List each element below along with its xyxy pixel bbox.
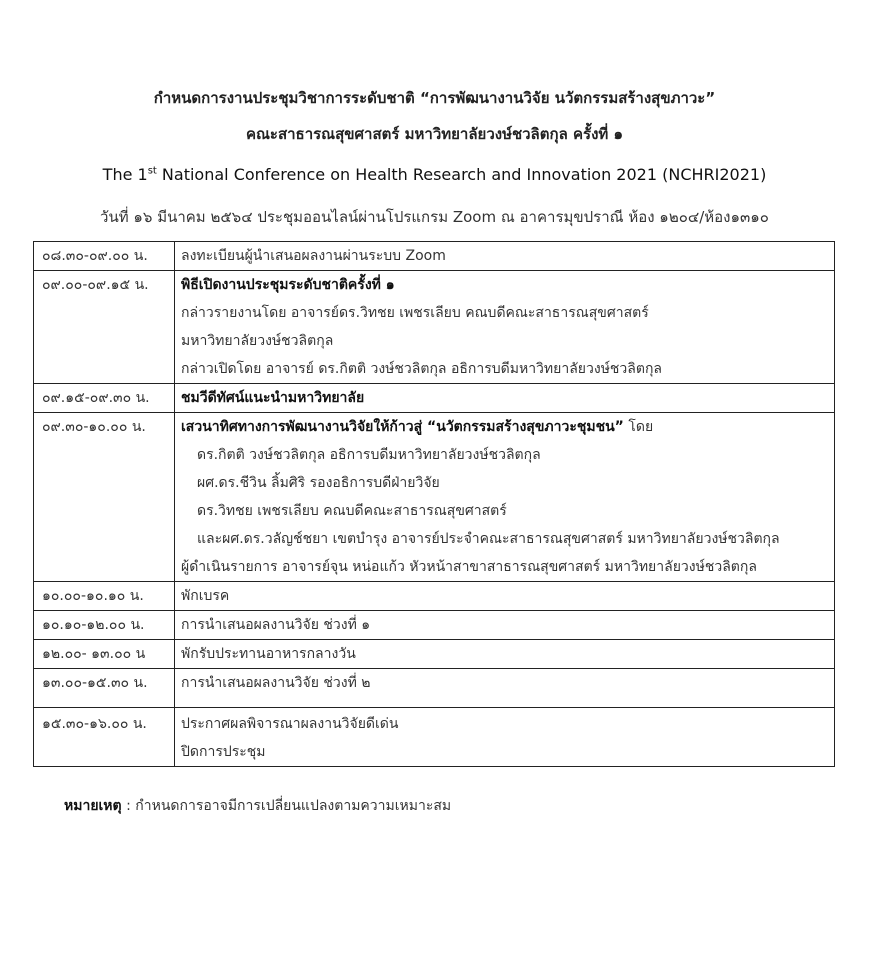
desc-line: ลงทะเบียนผู้นำเสนอผลงานผ่านระบบ Zoom	[181, 248, 446, 264]
panel-by: โดย	[628, 419, 654, 435]
desc-cell	[175, 640, 835, 669]
time-cell: ๐๙.๓๐-๑๐.๐๐ น.	[34, 413, 175, 582]
title-english-pre: The 1	[102, 165, 148, 184]
title-english-sup: st	[147, 165, 157, 177]
desc-line: การนำเสนอผลงานวิจัย ช่วงที่ ๑	[181, 617, 371, 633]
desc-line: และผศ.ดร.วลัญช์ชยา เขตบำรุง อาจารย์ประจำคณะสาธารณสุขศาสตร์ มหาวิทยาลัยวงษ์ชวลิตกุล	[197, 531, 780, 547]
time-cell: ๐๘.๓๐-๐๙.๐๐ น.	[34, 242, 175, 271]
schedule-row	[34, 640, 835, 669]
time-cell: ๐๙.๑๕-๐๙.๓๐ น.	[34, 384, 175, 413]
panel-title: เสวนาทิศทางการพัฒนางานวิจัยให้ก้าวสู่ “นวัตกรรมสร้างสุขภาวะชุมชน”	[181, 419, 624, 435]
desc-line: ชมวีดีทัศน์แนะนำมหาวิทยาลัย	[181, 390, 365, 406]
subtitle-faculty: คณะสาธารณสุขศาสตร์ มหาวิทยาลัยวงษ์ชวลิตกุล ครั้งที่ ๑	[245, 125, 624, 143]
desc-line: พิธีเปิดงานประชุมระดับชาติครั้งที่ ๑	[181, 277, 395, 293]
desc-cell	[175, 708, 835, 767]
desc-line: ประกาศผลพิจารณาผลงานวิจัยดีเด่น	[181, 716, 399, 732]
desc-cell	[175, 582, 835, 611]
schedule-row	[34, 582, 835, 611]
time-cell: ๑๓.๐๐-๑๕.๓๐ น.	[34, 669, 175, 708]
remark-label: หมายเหตุ	[64, 798, 122, 814]
schedule-row	[34, 271, 835, 384]
desc-line: ดร.วิทชย เพชรเลียบ คณบดีคณะสาธารณสุขศาสตร์	[197, 503, 507, 519]
time-cell: ๑๐.๐๐-๑๐.๑๐ น.	[34, 582, 175, 611]
time-cell: ๑๐.๑๐-๑๒.๐๐ น.	[34, 611, 175, 640]
title-english	[0, 165, 869, 184]
time-cell: ๑๒.๐๐- ๑๓.๐๐ น	[34, 640, 175, 669]
desc-cell	[175, 384, 835, 413]
schedule-row	[34, 708, 835, 767]
remark	[64, 795, 451, 817]
time-cell: ๑๕.๓๐-๑๖.๐๐ น.	[34, 708, 175, 767]
desc-cell	[175, 271, 835, 384]
desc-cell	[175, 669, 835, 708]
schedule-row	[34, 413, 835, 582]
desc-line: ผศ.ดร.ชีวิน ลิ้มศิริ รองอธิการบดีฝ่ายวิจัย	[197, 475, 440, 491]
desc-line	[181, 413, 828, 441]
desc-line: ผู้ดำเนินรายการ อาจารย์จุน หน่อแก้ว หัวหน้าสาขาสาธารณสุขศาสตร์ มหาวิทยาลัยวงษ์ชวลิตกุล	[181, 559, 757, 575]
schedule-row	[34, 611, 835, 640]
remark-text: : กำหนดการอาจมีการเปลี่ยนแปลงตามความเหมาะสม	[121, 798, 452, 814]
desc-cell	[175, 611, 835, 640]
desc-line: ปิดการประชุม	[181, 744, 266, 760]
schedule-row	[34, 669, 835, 708]
desc-line: การนำเสนอผลงานวิจัย ช่วงที่ ๒	[181, 675, 371, 691]
desc-cell	[175, 242, 835, 271]
desc-line: มหาวิทยาลัยวงษ์ชวลิตกุล	[181, 333, 334, 349]
desc-line: พักรับประทานอาหารกลางวัน	[181, 646, 356, 662]
schedule-table	[33, 241, 835, 767]
schedule-row	[34, 384, 835, 413]
title-thai: กำหนดการงานประชุมวิชาการระดับชาติ “การพัฒนางานวิจัย นวัตกรรมสร้างสุขภาวะ”	[153, 89, 716, 107]
desc-line: พักเบรค	[181, 588, 230, 604]
title-english-post: National Conference on Health Research and Innovation 2021 (NCHRI2021)	[156, 165, 767, 184]
time-cell: ๐๙.๐๐-๐๙.๑๕ น.	[34, 271, 175, 384]
schedule-row	[34, 242, 835, 271]
date-venue: วันที่ ๑๖ มีนาคม ๒๕๖๔ ประชุมออนไลน์ผ่านโปรแกรม Zoom ณ อาคารมุขปราณี ห้อง ๑๒๐๔/ห้อง๑๓๑๐	[100, 208, 769, 226]
desc-cell	[175, 413, 835, 582]
desc-line: กล่าวรายงานโดย อาจารย์ดร.วิทชย เพชรเลียบ คณบดีคณะสาธารณสุขศาสตร์	[181, 305, 649, 321]
desc-line: ดร.กิตติ วงษ์ชวลิตกุล อธิการบดีมหาวิทยาลัยวงษ์ชวลิตกุล	[197, 447, 541, 463]
desc-line: กล่าวเปิดโดย อาจารย์ ดร.กิตติ วงษ์ชวลิตกุล อธิการบดีมหาวิทยาลัยวงษ์ชวลิตกุล	[181, 361, 663, 377]
